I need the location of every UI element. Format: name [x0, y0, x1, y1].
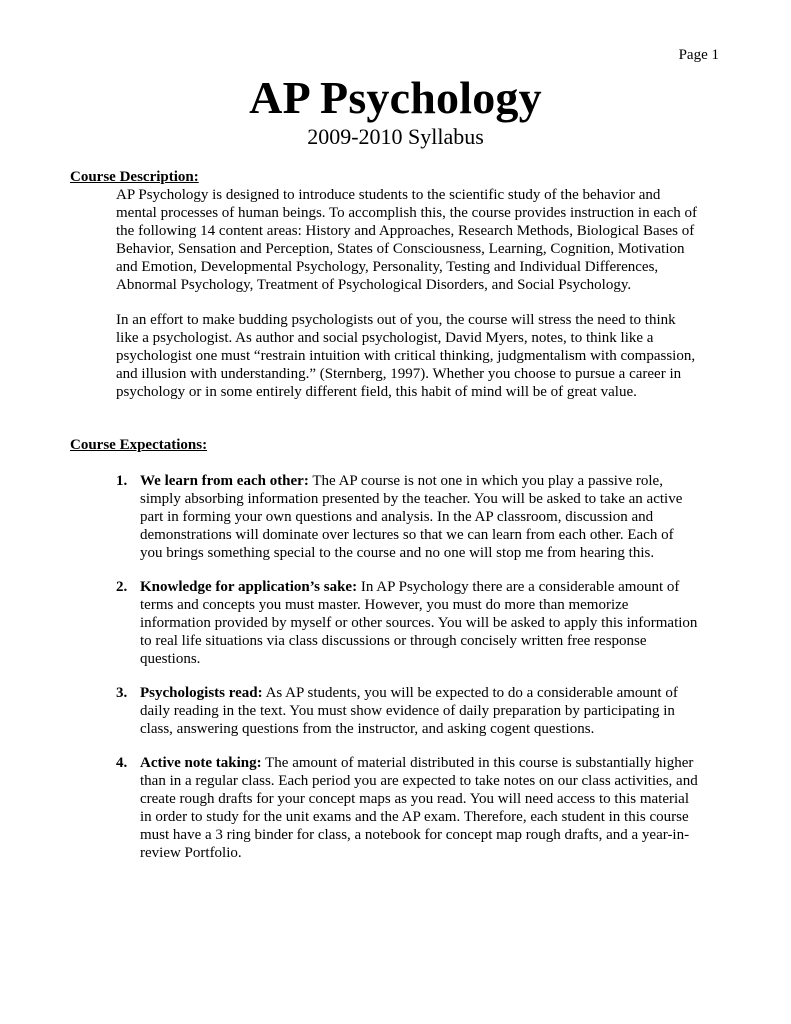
course-description-paragraph-2: [116, 311, 726, 401]
text-line: than in a regular class. Each period you are expected to take notes on our class activities, and: [140, 773, 698, 789]
text-line: in order to study for the unit exams and the AP exam. Therefore, each student in this course: [140, 809, 689, 825]
text-line: review Portfolio.: [140, 845, 242, 861]
list-number: 1.: [116, 473, 128, 489]
text-line: [140, 684, 736, 702]
text-line: [140, 754, 736, 772]
text-line: demonstrations will dominate over lectures so that we can learn from each other. Each of: [140, 527, 674, 543]
expectation-body: [140, 684, 736, 738]
page-title: AP Psychology: [249, 72, 542, 123]
text-line: terms and concepts you must master. However, you must do more than memorize: [140, 597, 629, 613]
text-line: [140, 472, 736, 490]
text-line: must have a 3 ring binder for class, a notebook for concept map rough drafts, and a year-in-: [140, 827, 690, 843]
text-line: daily reading in the text. You must show evidence of daily preparation by participating in: [140, 703, 675, 719]
text-line: In an effort to make budding psychologists out of you, the course will stress the need to think: [116, 312, 676, 328]
text-line: Behavior, Sensation and Perception, States of Consciousness, Learning, Cognition, Motivation: [116, 241, 685, 257]
page-number: Page 1: [678, 47, 719, 63]
text-line: information provided by myself or other sources. You will be asked to apply this information: [140, 615, 698, 631]
expectation-lead: Psychologists read:: [140, 685, 263, 701]
text-line: Abnormal Psychology, Treatment of Psychological Disorders, and Social Psychology.: [116, 277, 632, 293]
expectation-body: [140, 578, 736, 668]
expectation-first-line: As AP students, you will be expected to do a considerable amount of: [262, 685, 678, 701]
list-number: 4.: [116, 755, 128, 771]
course-description-paragraph-1: [116, 186, 726, 294]
text-line: class, answering questions from the instructor, and asking cogent questions.: [140, 721, 595, 737]
expectation-lead: Knowledge for application’s sake:: [140, 579, 358, 595]
text-line: create rough drafts for your concept maps as you read. You will need access to this material: [140, 791, 689, 807]
text-line: psychology or in some entirely different field, this habit of mind will be of great value.: [116, 384, 637, 400]
expectation-body: [140, 754, 736, 862]
list-number: 3.: [116, 685, 128, 701]
expectation-lead: Active note taking:: [140, 755, 262, 771]
expectation-body: [140, 472, 736, 562]
text-line: psychologist one must “restrain intuition with critical thinking, judgmentalism with compassion,: [116, 348, 696, 364]
expectation-first-line: The amount of material distributed in this course is substantially higher: [261, 755, 694, 771]
text-line: mental processes of human beings. To accomplish this, the course provides instruction in each of: [116, 205, 698, 221]
text-line: [140, 578, 736, 596]
expectation-first-line: In AP Psychology there are a considerable amount of: [357, 579, 680, 595]
page-subtitle: 2009-2010 Syllabus: [307, 124, 484, 149]
text-line: to real life situations via class discussions or through concisely written free response: [140, 633, 647, 649]
expectation-first-line: The AP course is not one in which you play a passive role,: [308, 473, 663, 489]
text-line: AP Psychology is designed to introduce students to the scientific study of the behavior and: [116, 187, 661, 203]
text-line: part in forming your own questions and analysis. In the AP classroom, discussion and: [140, 509, 654, 525]
text-line: simply absorbing information presented by the teacher. You will be asked to take an active: [140, 491, 683, 507]
text-line: the following 14 content areas: History and Approaches, Research Methods, Biological Bases of: [116, 223, 695, 239]
text-line: and illusion with understanding.” (Sternberg, 1997). Whether you choose to pursue a career in: [116, 366, 682, 382]
text-line: you brings something special to the course and no one will stop me from hearing this.: [140, 545, 655, 561]
text-line: questions.: [140, 651, 201, 667]
expectation-lead: We learn from each other:: [140, 473, 309, 489]
text-line: and Emotion, Developmental Psychology, Personality, Testing and Individual Differences,: [116, 259, 659, 275]
course-expectations-heading: Course Expectations:: [70, 437, 208, 453]
text-line: like a psychologist. As author and social psychologist, David Myers, notes, to think like a: [116, 330, 654, 346]
list-number: 2.: [116, 579, 128, 595]
course-description-heading: Course Description:: [70, 169, 199, 185]
